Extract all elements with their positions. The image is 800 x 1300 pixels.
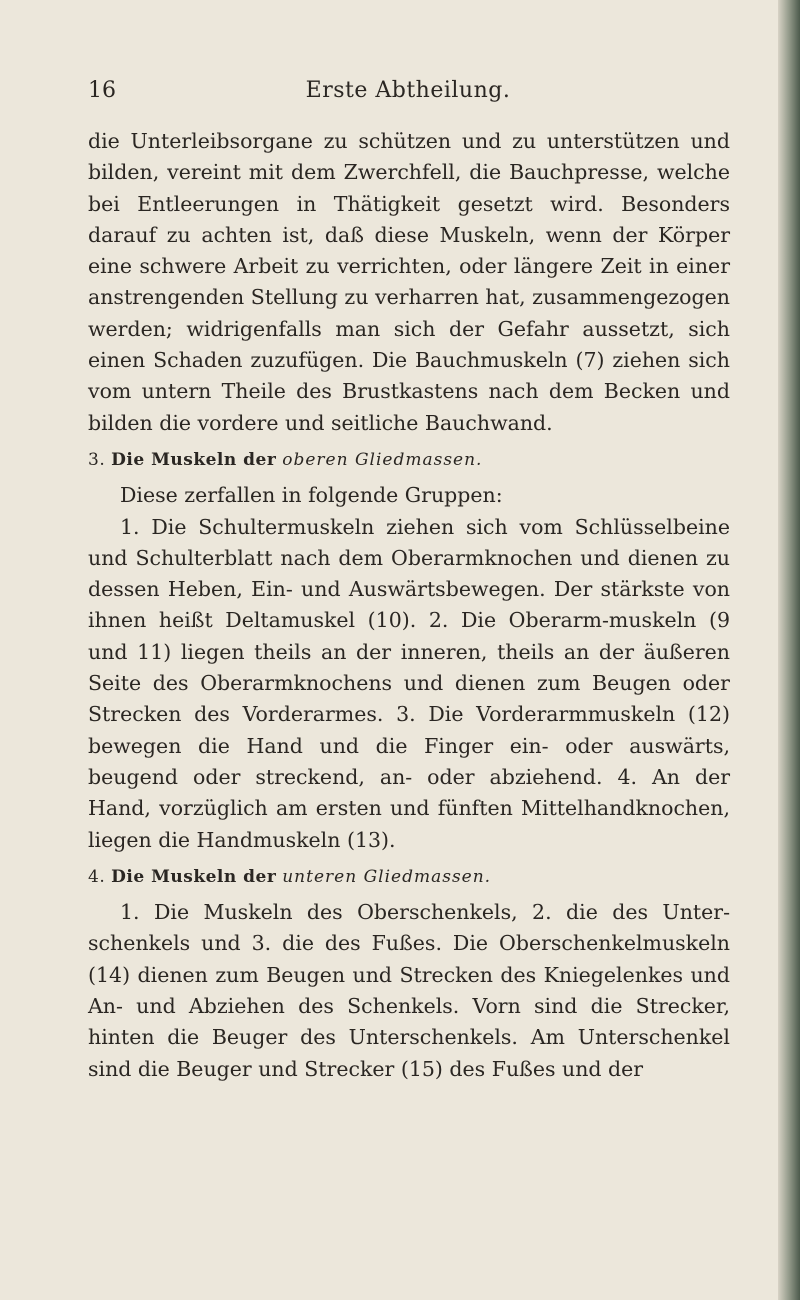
- paragraph: Diese zerfallen in folgende Gruppen:: [120, 483, 503, 508]
- section-number: 4.: [88, 866, 106, 887]
- book-binding-edge: [778, 0, 800, 1300]
- paragraph: 1. Die Schultermuskeln ziehen sich vom Schlüsselbeine und Schulterblatt nach dem Oberarmknochen und dienen zu dessen Heben, Ein- und Auswärtsbewegen. Der stärkste von ihnen heißt Deltamuskel (10). 2. Die Oberarm-muskeln (9 und 11) liegen theils an der inneren, theils an der äußeren Seite des Oberarmknochens und dienen zum Beugen oder Strecken des Vorderarmes. 3. Die Vorderarmmuskeln (12) bewegen die Hand und die Finger ein- oder auswärts, beugend oder streckend, an- oder abziehend. 4. An der Hand, vorzüglich am ersten und fünften Mittelhandknochen, liegen die Handmuskeln (13).: [88, 514, 730, 852]
- section-heading-sub: unteren Gliedmassen.: [282, 866, 492, 887]
- section-number: 3.: [88, 449, 106, 470]
- paragraph: 1. Die Muskeln des Oberschenkels, 2. die des Unter-schenkels und 3. die des Fußes. Die Oberschenkelmuskeln (14) dienen zum Beugen und Strecken des Kniegelenkes und An- und Abziehen des Schenkels. Vorn sind die Strecker, hinten die Beuger des Unterschenkels. Am Unterschenkel sind die Beuger und Strecker (15) des Fußes und der: [88, 900, 730, 1081]
- running-head: Erste Abtheilung.: [305, 78, 511, 103]
- body-text: [88, 126, 730, 1085]
- section-heading-3: [88, 445, 730, 476]
- page-number: 16: [88, 78, 116, 103]
- section-heading-main: Die Muskeln der: [111, 449, 277, 470]
- section-heading-4: [88, 862, 730, 893]
- section-heading-sub: oberen Gliedmassen.: [282, 449, 483, 470]
- paragraph: die Unterleibsorgane zu schützen und zu unterstützen und bilden, vereint mit dem Zwerchfell, die Bauchpresse, welche bei Entleerungen in Thätigkeit gesetzt wird. Besonders darauf zu achten ist, daß diese Muskeln, wenn der Körper eine schwere Arbeit zu verrichten, oder längere Zeit in einer anstrengenden Stellung zu verharren hat, zusammengezogen werden; widrigenfalls man sich der Gefahr aussetzt, sich einen Schaden zuzufügen. Die Bauchmuskeln (7) ziehen sich vom untern Theile des Brustkastens nach dem Becken und bilden die vordere und seitliche Bauchwand.: [88, 129, 730, 435]
- section-heading-main: Die Muskeln der: [111, 866, 277, 887]
- page-header: [88, 78, 728, 108]
